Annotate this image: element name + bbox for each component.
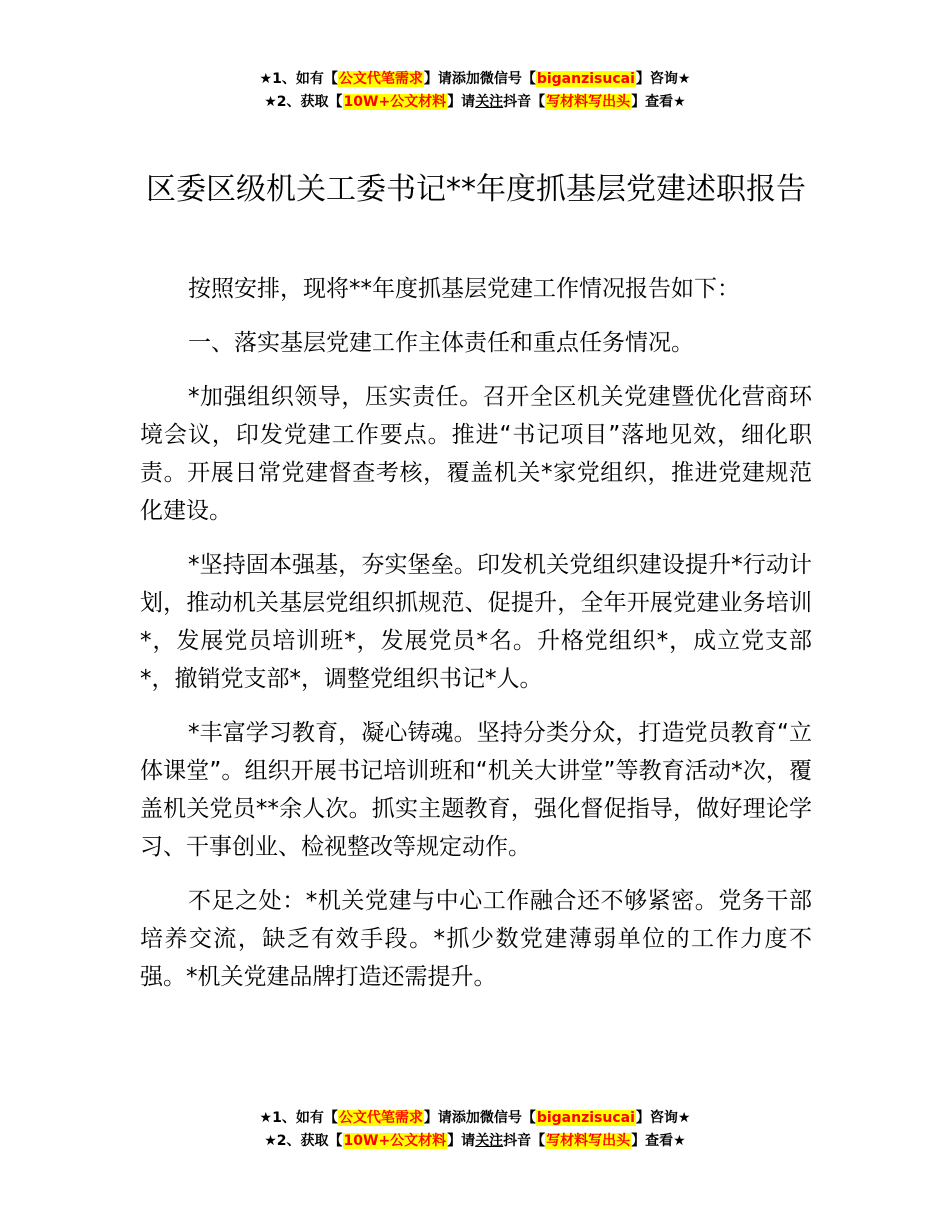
banner-text: 】查看★ <box>631 1133 686 1149</box>
document-body <box>140 270 812 1012</box>
banner-text: 抖音【 <box>503 1133 546 1149</box>
banner-line-1 <box>0 68 950 91</box>
paragraph: *丰富学习教育，凝心铸魂。坚持分类分众，打造党员教育“立体课堂”。组织开展书记培训班和“机关大讲堂”等教育活动*次，覆盖机关党员**余人次。抓实主题教育，强化督促指导，做好理论学习、干事创业、检视整改等规定动作。 <box>140 720 812 860</box>
banner-text: 】请 <box>447 1133 476 1149</box>
paragraph: *加强组织领导，压实责任。召开全区机关党建暨优化营商环境会议，印发党建工作要点。推进“书记项目”落地见效，细化职责。开展日常党建督查考核，覆盖机关*家党组织，推进党建规范化建设。 <box>140 384 812 524</box>
banner-highlight-wechat-id: biganzisucai <box>536 1110 635 1126</box>
banner-highlight: 公文代笔需求 <box>338 71 423 87</box>
document-title: 区委区级机关工委书记**年度抓基层党建述职报告 <box>146 172 806 207</box>
banner-highlight: 10W+公文材料 <box>343 1133 447 1149</box>
banner-line-2 <box>0 1130 950 1153</box>
banner-text: 】请添加微信号【 <box>423 1110 536 1126</box>
banner-text: 】请 <box>447 94 476 110</box>
banner-line-1 <box>0 1107 950 1130</box>
banner-text: ★1、如有【 <box>259 71 338 87</box>
paragraph: 按照安排，现将**年度抓基层党建工作情况报告如下： <box>188 276 740 302</box>
banner-text: 】查看★ <box>631 94 686 110</box>
paragraph: 不足之处：*机关党建与中心工作融合还不够紧密。党务干部培养交流，缺乏有效手段。*抓少数党建薄弱单位的工作力度不强。*机关党建品牌打造还需提升。 <box>140 888 812 990</box>
banner-text: 】请添加微信号【 <box>423 71 536 87</box>
banner-highlight-douyin: 写材料写出头 <box>546 1133 631 1149</box>
section-heading: 一、落实基层党建工作主体责任和重点任务情况。 <box>188 330 694 356</box>
banner-highlight: 公文代笔需求 <box>338 1110 423 1126</box>
banner-text: ★2、获取【 <box>264 94 343 110</box>
paragraph: *坚持固本强基，夯实堡垒。印发机关党组织建设提升*行动计划，推动机关基层党组织抓规范、促提升，全年开展党建业务培训*，发展党员培训班*，发展党员*名。升格党组织*，成立党支部*，撤销党支部*，调整党组织书记*人。 <box>140 552 812 692</box>
banner-highlight-wechat-id: biganzisucai <box>536 71 635 87</box>
banner-underlined-text: 关注 <box>475 94 504 110</box>
footer-banner <box>0 1107 950 1153</box>
banner-underlined-text: 关注 <box>475 1133 504 1149</box>
banner-text: ★1、如有【 <box>259 1110 338 1126</box>
banner-text: 】咨询★ <box>635 1110 691 1126</box>
header-banner <box>0 68 950 114</box>
banner-highlight-douyin: 写材料写出头 <box>546 94 631 110</box>
banner-text: ★2、获取【 <box>264 1133 343 1149</box>
banner-text: 】咨询★ <box>635 71 691 87</box>
banner-highlight: 10W+公文材料 <box>343 94 447 110</box>
banner-line-2 <box>0 91 950 114</box>
banner-text: 抖音【 <box>503 94 546 110</box>
